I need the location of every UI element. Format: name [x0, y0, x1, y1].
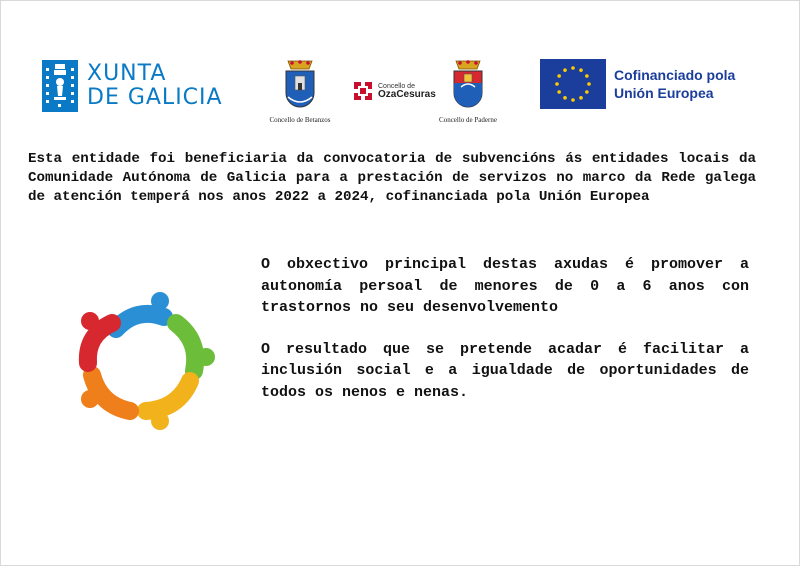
oza-line1: Concello de — [378, 83, 415, 90]
eu-line1: Cofinanciado pola — [614, 67, 736, 83]
objectives-column — [261, 254, 749, 423]
eu-flag-icon — [540, 59, 606, 109]
paderne-caption: Concello de Paderne — [439, 116, 497, 124]
betanzos-logo — [265, 59, 335, 124]
intro-paragraph: Esta entidade foi beneficiaria da convocatoria de subvencións ás entidades locais da Comunidade Autónoma de Galicia para a prestación de servizos no marco da Rede galega de atención temperá nos anos 2022 a 2024, cofinanciada pola Unión Europea — [28, 151, 756, 205]
betanzos-caption: Concello de Betanzos — [269, 116, 331, 124]
eu-star — [579, 68, 583, 72]
oza-line2: OzaCesuras — [378, 89, 436, 100]
betanzos-shield-icon — [283, 59, 317, 113]
xunta-line1: XUNTA — [87, 61, 167, 86]
eu-star — [571, 98, 575, 102]
eu-logo — [540, 59, 735, 109]
eu-star — [571, 66, 575, 70]
eu-star — [585, 74, 589, 78]
people-circle-icon — [68, 283, 218, 433]
eu-star — [563, 68, 567, 72]
result-paragraph: O resultado que se pretende acadar é facilitar a inclusión social e a igualdade de oportunidades de todos os nenos e nenas. — [261, 340, 749, 401]
objective-paragraph: O obxectivo principal destas axudas é promover a autonomía persoal de menores de 0 a 6 anos con trastornos no seu desenvolvemento — [261, 256, 749, 316]
paderne-shield-icon — [451, 59, 485, 113]
eu-line2: Unión Europea — [614, 85, 714, 101]
logo-bar — [0, 55, 800, 135]
oza-logo — [352, 80, 436, 102]
eu-wordmark — [614, 66, 735, 102]
eu-star — [587, 82, 591, 86]
xunta-emblem-icon — [42, 60, 78, 112]
eu-star — [555, 82, 559, 86]
oza-emblem-icon — [352, 80, 374, 102]
eu-star — [563, 96, 567, 100]
eu-star — [557, 90, 561, 94]
xunta-line2: DE GALICIA — [87, 85, 223, 110]
eu-star — [579, 96, 583, 100]
xunta-logo — [42, 60, 223, 112]
oza-wordmark — [378, 83, 436, 99]
xunta-wordmark — [87, 62, 223, 110]
paderne-logo — [433, 59, 503, 124]
eu-star — [557, 74, 561, 78]
eu-star — [585, 90, 589, 94]
